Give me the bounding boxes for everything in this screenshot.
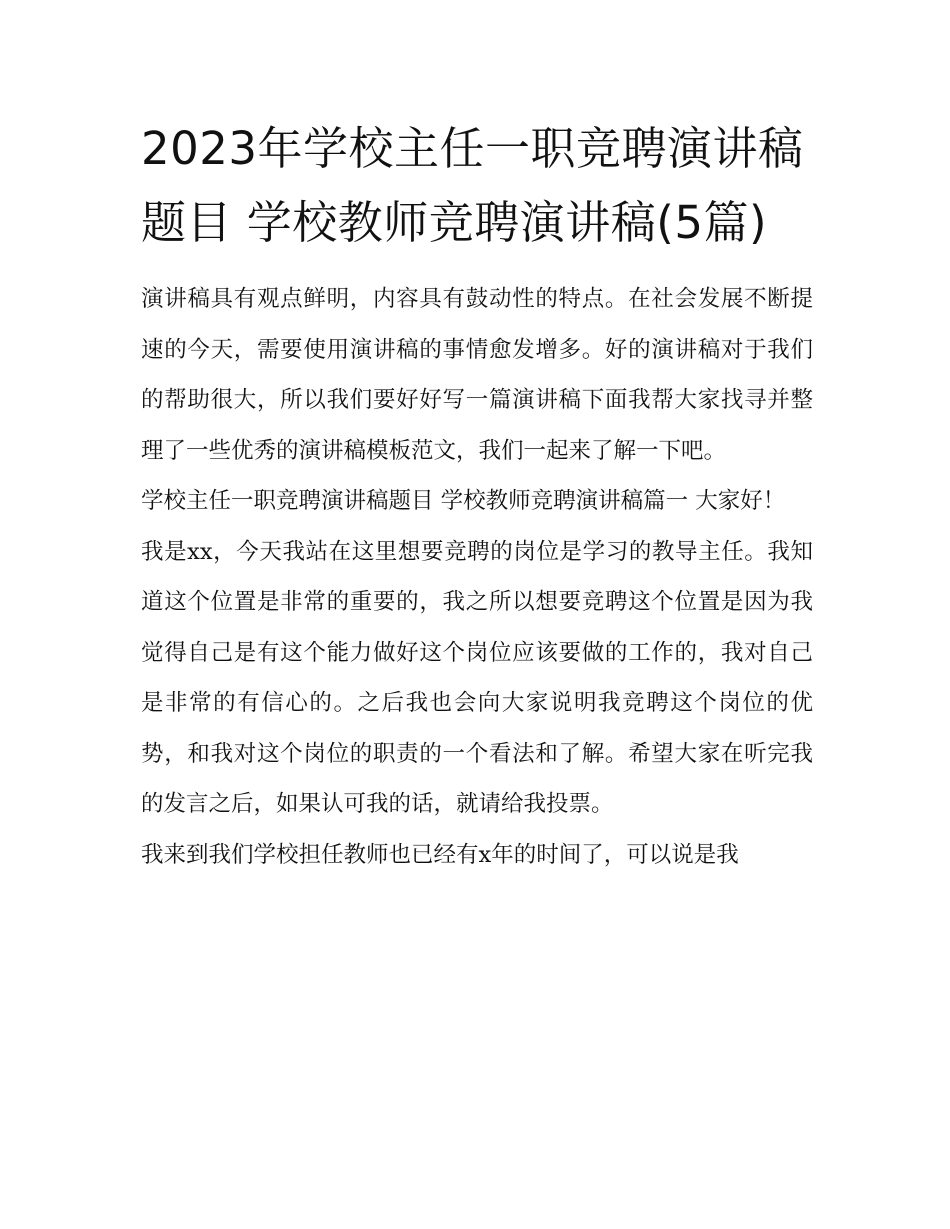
- paragraph-body-1: 我是xx，今天我站在这里想要竞聘的岗位是学习的教导主任。我知道这个位置是非常的重要的，我之所以想要竞聘这个位置是因为我觉得自己是有这个能力做好这个岗位应该要做的工作的，我对自己是非常的有信心的。之后我也会向大家说明我竞聘这个岗位的优势，和我对这个岗位的职责的一个看法和了解。希望大家在听完我的发言之后，如果认可我的话，就请给我投票。: [141, 538, 813, 817]
- paragraph-heading-1: 学校主任一职竞聘演讲稿题目 学校教师竞聘演讲稿篇一 大家好！: [141, 488, 786, 514]
- paragraph-body-2: 我来到我们学校担任教师也已经有x年的时间了，可以说是我: [141, 841, 739, 868]
- document-page: [141, 112, 813, 880]
- paragraph-intro: 演讲稿具有观点鲜明，内容具有鼓动性的特点。在社会发展不断提速的今天，需要使用演讲稿的事情愈发增多。好的演讲稿对于我们的帮助很大，所以我们要好好写一篇演讲稿下面我帮大家找寻并整理了一些优秀的演讲稿模板范文，我们一起来了解一下吧。: [141, 286, 813, 464]
- document-title: 2023年学校主任一职竞聘演讲稿题目 学校教师竞聘演讲稿(5篇): [141, 122, 804, 249]
